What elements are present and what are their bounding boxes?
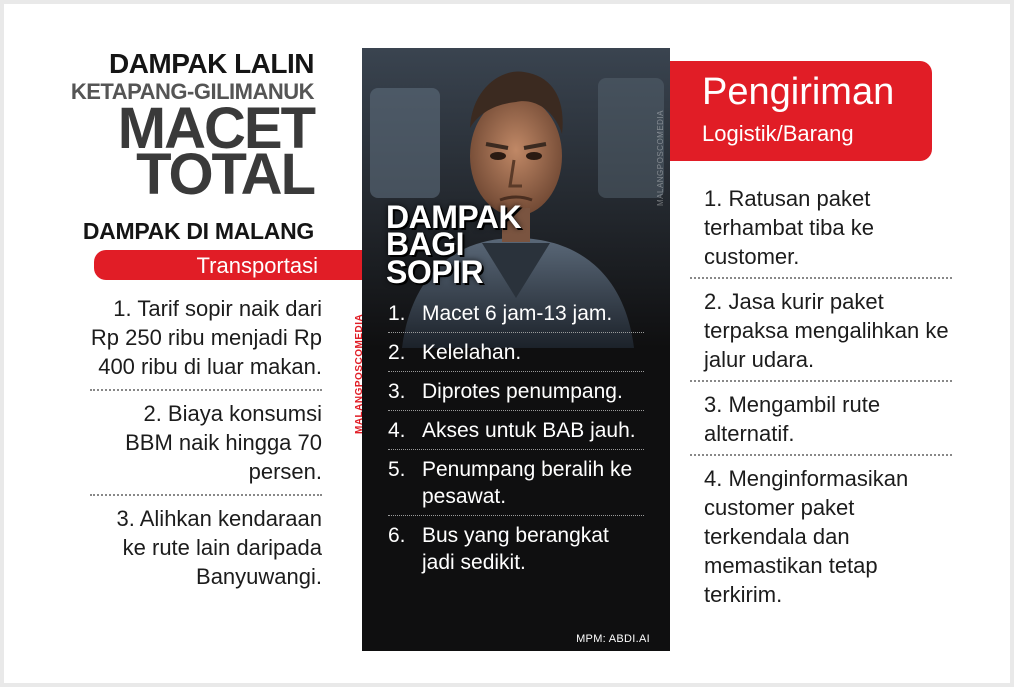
driver-item-text: Bus yang berangkat jadi sedikit.	[422, 524, 609, 574]
watermark-vertical-photo: MALANGPOSCOMEDIA	[656, 109, 665, 206]
driver-item-5	[388, 454, 644, 516]
image-credit: MPM: ABDI.AI	[576, 633, 650, 645]
driver-item-3	[388, 376, 644, 411]
transport-item-3: 3. Alihkan kendaraan ke rute lain daripada Banyuwangi.	[116, 506, 322, 589]
sub-heading-dampak-malang: DAMPAK DI MALANG	[82, 218, 314, 244]
driver-item-number: 4.	[388, 419, 406, 442]
headline-macet: MACET	[117, 96, 314, 161]
category-title-pengiriman: Pengiriman	[702, 71, 895, 113]
driver-item-text: Macet 6 jam-13 jam.	[422, 302, 613, 325]
driver-item-text: Penumpang beralih ke pesawat.	[422, 458, 633, 508]
driver-impact-panel	[362, 48, 670, 651]
transport-item-2: 2. Biaya konsumsi BBM naik hingga 70 persen.	[90, 399, 322, 496]
center-title-dampak: DAMPAK	[386, 199, 522, 235]
logistics-item-1: 1. Ratusan paket terhambat tiba ke customer.	[690, 184, 952, 279]
transport-item-1: 1. Tarif sopir naik dari Rp 250 ribu menjadi Rp 400 ribu di luar makan.	[90, 294, 322, 391]
driver-impact-list	[388, 298, 644, 585]
transport-impact-list	[90, 294, 322, 607]
driver-item-text: Akses untuk BAB jauh.	[422, 419, 636, 442]
driver-item-4	[388, 415, 644, 450]
headline-total: TOTAL	[136, 142, 314, 207]
driver-item-number: 5.	[388, 458, 406, 481]
center-title-sopir: SOPIR	[386, 254, 484, 290]
headline-dampak-lalin: DAMPAK LALIN	[108, 48, 314, 79]
driver-item-1	[388, 298, 644, 333]
driver-item-number: 3.	[388, 380, 406, 403]
driver-item-number: 1.	[388, 302, 406, 325]
logistics-impact-list	[690, 184, 952, 623]
category-banner-pengiriman	[670, 61, 932, 161]
driver-item-6	[388, 520, 644, 581]
driver-item-number: 6.	[388, 524, 406, 547]
headline-route: KETAPANG-GILIMANUK	[70, 79, 314, 104]
driver-item-2	[388, 337, 644, 372]
category-subtitle-logistik: Logistik/Barang	[702, 121, 854, 146]
driver-item-text: Kelelahan.	[422, 341, 522, 364]
logistics-item-2: 2. Jasa kurir paket terpaksa mengalihkan ke jalur udara.	[690, 287, 952, 382]
logistics-item-4: 4. Menginformasikan customer paket terkendala dan memastikan tetap terkirim.	[704, 466, 909, 607]
logistics-item-3: 3. Mengambil rute alternatif.	[690, 390, 952, 456]
center-title-bagi: BAGI	[386, 226, 464, 262]
category-label-transportasi: Transportasi	[196, 253, 318, 278]
driver-item-number: 2.	[388, 341, 406, 364]
watermark-vertical-left: MALANGPOSCOMEDIA	[354, 313, 365, 434]
driver-item-text: Diprotes penumpang.	[422, 380, 623, 403]
category-banner-transportasi	[94, 250, 362, 280]
